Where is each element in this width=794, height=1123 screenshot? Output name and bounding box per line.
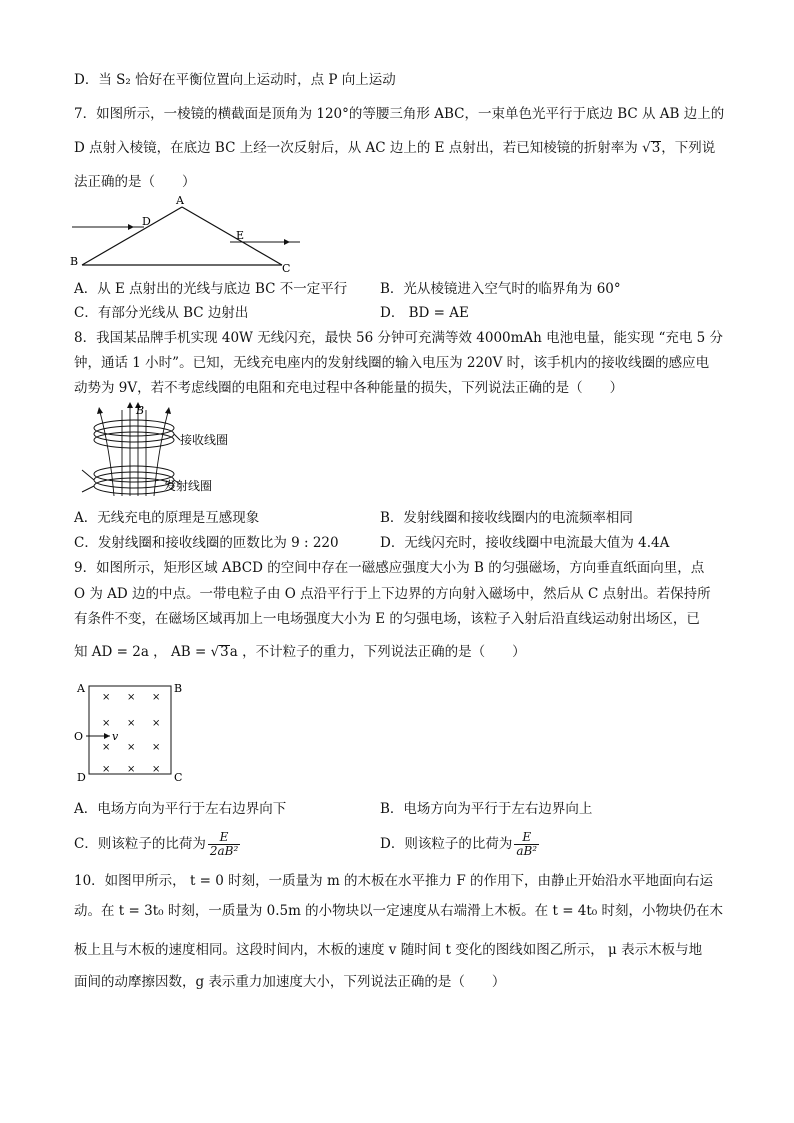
q9-option-d-den: aB² <box>516 844 538 859</box>
q7-label-a: A <box>176 195 184 207</box>
q9-option-a: A．电场方向为平行于左右边界向下 <box>74 801 287 817</box>
q7-label-c: C <box>282 262 291 275</box>
q9-cross: × <box>152 718 161 729</box>
q9-cross: × <box>152 692 161 703</box>
q9-stem-line4-b: a ，不计粒子的重力，下列说法正确的是（ ） <box>229 644 526 660</box>
q9-stem-line4 <box>74 645 526 660</box>
q8-option-c: C．发射线圈和接收线圈的匝数比为 9 : 220 <box>74 535 339 551</box>
q9-cross: × <box>127 718 136 729</box>
q9-cross: × <box>152 764 161 775</box>
q9-cross: × <box>127 742 136 753</box>
q7-stem-line3: 法正确的是（ ） <box>74 174 196 190</box>
q10-stem-line2: 动。在 t = 3t₀ 时刻，一质量为 0.5m 的小物块以一定速度从右端滑上木板。在 t = 4t₀ 时刻，小物块仍在木 <box>74 903 724 919</box>
q7-label-d: D <box>142 215 151 228</box>
q8-option-a: A．无线充电的原理是互感现象 <box>74 510 260 526</box>
q6-option-d: D．当 S₂ 恰好在平衡位置向上运动时，点 P 向上运动 <box>74 72 396 88</box>
q10-stem-line3: 板上且与木板的速度相同。这段时间内，木板的速度 v 随时间 t 变化的图线如图乙所示， μ 表示木板与地 <box>74 942 703 958</box>
q8-stem-line3: 动势为 9V，若不考虑线圈的电阻和充电过程中各种能量的损失，下列说法正确的是（ ） <box>74 380 624 396</box>
q9-cross: × <box>127 692 136 703</box>
q7-option-d: D． BD = AE <box>380 305 469 321</box>
q7-stem-line2-a: D 点射入棱镜，在底边 BC 上经一次反射后，从 AC 边上的 E 点射出，若已知棱镜的折射率为 √ <box>74 140 651 156</box>
q9-option-c-text: C．则该粒子的比荷为 <box>74 836 206 853</box>
q7-prism-figure <box>70 195 310 275</box>
q7-stem-line2 <box>74 141 715 156</box>
q8-option-b: B．发射线圈和接收线圈内的电流频率相同 <box>380 510 633 526</box>
q9-label-b: B <box>174 682 183 695</box>
q9-option-c-num: E <box>208 831 240 845</box>
q7-option-c: C．有部分光线从 BC 边射出 <box>74 305 249 321</box>
q9-cross: × <box>102 742 111 753</box>
q9-option-c <box>74 831 240 858</box>
q7-label-e: E <box>236 229 245 242</box>
q9-label-c: C <box>174 771 183 782</box>
q8-label-transmitter: 发射线圈 <box>164 479 213 493</box>
q9-option-b: B．电场方向为平行于左右边界向上 <box>380 801 593 817</box>
q7-stem-line2-b: ，下列说 <box>661 140 716 156</box>
q9-label-o: O <box>74 730 84 743</box>
q7-stem-line1: 7．如图所示，一棱镜的横截面是顶角为 120°的等腰三角形 ABC，一束单色光平行于底边 BC 从 AB 边上的 <box>74 106 725 122</box>
q8-label-b: B <box>136 404 145 417</box>
q9-option-d-fraction <box>514 831 539 858</box>
q9-label-d: D <box>77 771 86 782</box>
q9-cross: × <box>152 742 161 753</box>
q9-label-a: A <box>77 682 85 695</box>
q9-option-d-num: E <box>514 831 539 845</box>
q9-stem-line1: 9．如图所示，矩形区域 ABCD 的空间中存在一磁感应强度大小为 B 的匀强磁场，方向垂直纸面向里，点 <box>74 560 705 576</box>
q9-option-c-fraction <box>208 831 240 858</box>
q8-stem-line2: 钟，通话 1 小时”。已知，无线充电座内的发射线圈的输入电压为 220V 时，该手机内的接收线圈的感应电 <box>74 355 710 371</box>
q9-sqrt-value: 3 <box>220 644 229 660</box>
q9-option-d <box>380 831 539 858</box>
q10-stem-line1: 10．如图甲所示， t = 0 时刻，一质量为 m 的木板在水平推力 F 的作用下，由静止开始沿水平地面向右运 <box>74 873 714 889</box>
q9-stem-line4-a: 知 AD = 2a ， AB = √ <box>74 644 220 660</box>
q9-option-d-text: D．则该粒子的比荷为 <box>380 836 513 853</box>
q9-field-crosses <box>102 692 160 775</box>
q9-stem-line3: 有条件不变，在磁场区域再加上一电场强度大小为 E 的匀强电场，该粒子入射后沿直线运动射出场区，已 <box>74 611 700 627</box>
q8-coil-figure <box>74 400 274 502</box>
q7-option-b: B．光从棱镜进入空气时的临界角为 60° <box>380 281 621 297</box>
q9-label-v: v <box>112 730 119 743</box>
q9-cross: × <box>127 764 136 775</box>
q8-stem-line1: 8．我国某品牌手机实现 40W 无线闪充，最快 56 分钟可充满等效 4000mAh 电池电量，能实现 “充电 5 分 <box>74 330 724 346</box>
q9-field-figure <box>74 678 194 782</box>
q7-option-a: A．从 E 点射出的光线与底边 BC 不一定平行 <box>74 281 348 297</box>
q8-label-receiver: 接收线圈 <box>180 433 229 447</box>
q9-cross: × <box>102 692 111 703</box>
q10-stem-line4: 面间的动摩擦因数，g 表示重力加速度大小，下列说法正确的是（ ） <box>74 974 506 990</box>
q9-cross: × <box>102 718 111 729</box>
q9-stem-line2: O 为 AD 边的中点。一带电粒子由 O 点沿平行于上下边界的方向射入磁场中，然后从 C 点射出。若保持所 <box>74 586 711 602</box>
q9-option-c-den: 2aB² <box>209 844 239 859</box>
q9-cross: × <box>102 764 111 775</box>
q8-option-d: D．无线闪充时，接收线圈中电流最大值为 4.4A <box>380 535 670 551</box>
q7-label-b: B <box>70 255 79 268</box>
q7-sqrt-value: 3 <box>651 140 661 156</box>
